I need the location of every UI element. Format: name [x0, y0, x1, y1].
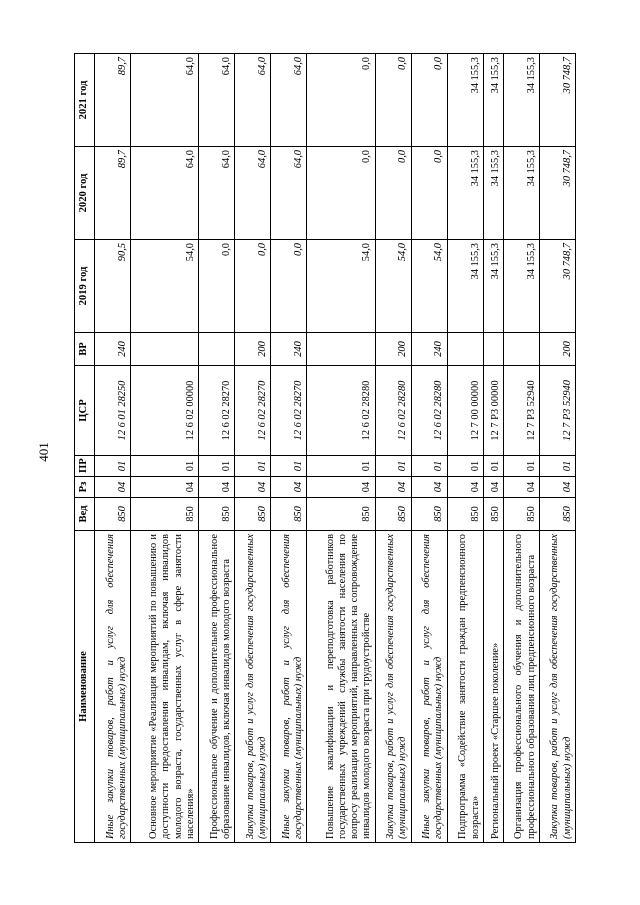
table-row — [307, 54, 375, 843]
table-row — [131, 54, 199, 843]
row-2021-cell: 34 155,3 — [447, 54, 483, 147]
row-rz-cell: 04 — [503, 477, 539, 498]
row-csr-cell: 12 6 02 28280 — [375, 366, 411, 456]
row-ved-cell: 850 — [199, 498, 235, 531]
row-ved-cell: 850 — [411, 498, 447, 531]
row-2020-cell: 89,7 — [95, 147, 131, 240]
table-header-row — [75, 54, 95, 843]
row-csr-cell: 12 6 02 28280 — [307, 366, 375, 456]
row-2020-cell: 64,0 — [271, 147, 307, 240]
row-name-cell: Иные закупки товаров, работ и услуг для обеспечения государственных (муниципальных) нужд — [271, 531, 307, 843]
row-pr-cell: 01 — [235, 456, 271, 477]
row-pr-cell: 01 — [199, 456, 235, 477]
row-vr-cell: 200 — [375, 333, 411, 366]
row-2020-cell: 0,0 — [307, 147, 375, 240]
row-name-cell: Региональный проект «Старшее поколение» — [483, 531, 503, 843]
row-2021-cell: 64,0 — [131, 54, 199, 147]
row-2021-cell: 64,0 — [271, 54, 307, 147]
row-vr-cell — [447, 333, 483, 366]
row-2019-cell: 30 748,7 — [539, 240, 575, 333]
row-2021-cell: 89,7 — [95, 54, 131, 147]
row-name-cell: Закупка товаров, работ и услуг для обеспечения государственных (муниципальных) нужд — [235, 531, 271, 843]
row-name-cell: Повышение квалификации и переподготовка работников государственных учреждений службы занятости населения по вопросу реализации мероприятий, направленных на сопровождение инвалидов молодого возраста при трудоустройстве — [307, 531, 375, 843]
row-name-cell: Профессиональное обучение и дополнительное профессиональное образование инвалидов, включая инвалидов молодого возраста — [199, 531, 235, 843]
row-csr-cell: 12 6 02 00000 — [131, 366, 199, 456]
row-name-cell: Закупка товаров, работ и услуг для обеспечения государственных (муниципальных) нужд — [375, 531, 411, 843]
row-name-cell: Закупка товаров, работ и услуг для обеспечения государственных (муниципальных) нужд — [539, 531, 575, 843]
header-vr: ВР — [75, 333, 95, 366]
row-pr-cell: 01 — [483, 456, 503, 477]
header-2019: 2019 год — [75, 240, 95, 333]
row-csr-cell: 12 6 02 28270 — [235, 366, 271, 456]
row-ved-cell: 850 — [483, 498, 503, 531]
row-csr-cell: 12 7 00 00000 — [447, 366, 483, 456]
row-pr-cell: 01 — [95, 456, 131, 477]
row-2019-cell: 34 155,3 — [483, 240, 503, 333]
row-name-cell: Основное мероприятие «Реализация мероприятий по повышению и доступности предоставления инвалидам, включая инвалидов молодого возраста, государственных услуг в сфере занятости населения» — [131, 531, 199, 843]
row-rz-cell: 04 — [131, 477, 199, 498]
table-row — [447, 54, 483, 843]
row-vr-cell: 200 — [539, 333, 575, 366]
table-row — [199, 54, 235, 843]
row-vr-cell — [307, 333, 375, 366]
row-2019-cell: 34 155,3 — [503, 240, 539, 333]
row-2021-cell: 0,0 — [375, 54, 411, 147]
row-2019-cell: 0,0 — [235, 240, 271, 333]
row-2020-cell: 0,0 — [375, 147, 411, 240]
row-rz-cell: 04 — [307, 477, 375, 498]
row-2019-cell: 54,0 — [307, 240, 375, 333]
row-2021-cell: 34 155,3 — [483, 54, 503, 147]
row-name-cell: Иные закупки товаров, работ и услуг для обеспечения государственных (муниципальных) нужд — [411, 531, 447, 843]
row-rz-cell: 04 — [95, 477, 131, 498]
row-pr-cell: 01 — [375, 456, 411, 477]
row-rz-cell: 04 — [447, 477, 483, 498]
row-name-cell: Организация профессионального обучения и дополнительного профессионального образования лиц предпенсионного возраста — [503, 531, 539, 843]
row-vr-cell — [199, 333, 235, 366]
row-pr-cell: 01 — [307, 456, 375, 477]
row-2019-cell: 90,5 — [95, 240, 131, 333]
row-csr-cell: 12 7 P3 52940 — [503, 366, 539, 456]
row-pr-cell: 01 — [271, 456, 307, 477]
row-vr-cell — [503, 333, 539, 366]
row-ved-cell: 850 — [235, 498, 271, 531]
page-number: 401 — [36, 442, 51, 462]
row-2019-cell: 54,0 — [375, 240, 411, 333]
row-2021-cell: 64,0 — [199, 54, 235, 147]
row-ved-cell: 850 — [503, 498, 539, 531]
row-pr-cell: 01 — [411, 456, 447, 477]
row-pr-cell: 01 — [503, 456, 539, 477]
header-csr: ЦСР — [75, 366, 95, 456]
row-rz-cell: 04 — [539, 477, 575, 498]
row-2019-cell: 34 155,3 — [447, 240, 483, 333]
row-vr-cell: 200 — [235, 333, 271, 366]
row-2021-cell: 0,0 — [307, 54, 375, 147]
row-2019-cell: 54,0 — [131, 240, 199, 333]
row-2021-cell: 0,0 — [411, 54, 447, 147]
row-ved-cell: 850 — [375, 498, 411, 531]
header-ved: Вед — [75, 498, 95, 531]
row-2020-cell: 34 155,3 — [503, 147, 539, 240]
row-2019-cell: 54,0 — [411, 240, 447, 333]
row-2021-cell: 34 155,3 — [503, 54, 539, 147]
row-2021-cell: 30 748,7 — [539, 54, 575, 147]
budget-table — [74, 53, 576, 843]
header-rz: Рз — [75, 477, 95, 498]
row-rz-cell: 04 — [375, 477, 411, 498]
row-vr-cell: 240 — [271, 333, 307, 366]
table-row — [235, 54, 271, 843]
row-2020-cell: 34 155,3 — [447, 147, 483, 240]
row-2020-cell: 34 155,3 — [483, 147, 503, 240]
row-csr-cell: 12 6 02 28280 — [411, 366, 447, 456]
table-row — [271, 54, 307, 843]
header-2020: 2020 год — [75, 147, 95, 240]
row-rz-cell: 04 — [235, 477, 271, 498]
row-2020-cell: 64,0 — [131, 147, 199, 240]
row-csr-cell: 12 7 P3 52940 — [539, 366, 575, 456]
row-csr-cell: 12 6 01 28250 — [95, 366, 131, 456]
row-ved-cell: 850 — [271, 498, 307, 531]
row-rz-cell: 04 — [483, 477, 503, 498]
row-pr-cell: 01 — [447, 456, 483, 477]
row-2020-cell: 0,0 — [411, 147, 447, 240]
row-ved-cell: 850 — [539, 498, 575, 531]
header-2021: 2021 год — [75, 54, 95, 147]
table-row — [483, 54, 503, 843]
row-pr-cell: 01 — [539, 456, 575, 477]
table-row — [411, 54, 447, 843]
row-name-cell: Иные закупки товаров, работ и услуг для обеспечения государственных (муниципальных) нужд — [95, 531, 131, 843]
row-rz-cell: 04 — [271, 477, 307, 498]
row-ved-cell: 850 — [95, 498, 131, 531]
row-csr-cell: 12 7 P3 00000 — [483, 366, 503, 456]
row-rz-cell: 04 — [199, 477, 235, 498]
table-row — [375, 54, 411, 843]
row-csr-cell: 12 6 02 28270 — [271, 366, 307, 456]
row-2019-cell: 0,0 — [271, 240, 307, 333]
row-2020-cell: 64,0 — [199, 147, 235, 240]
row-vr-cell — [131, 333, 199, 366]
row-2020-cell: 30 748,7 — [539, 147, 575, 240]
table-row — [503, 54, 539, 843]
table-row — [95, 54, 131, 843]
row-vr-cell: 240 — [95, 333, 131, 366]
row-ved-cell: 850 — [131, 498, 199, 531]
table-row — [539, 54, 575, 843]
header-name: Наименование — [75, 531, 95, 843]
row-vr-cell: 240 — [411, 333, 447, 366]
row-rz-cell: 04 — [411, 477, 447, 498]
row-name-cell: Подпрограмма «Содействие занятости граждан предпенсионного возраста» — [447, 531, 483, 843]
row-ved-cell: 850 — [447, 498, 483, 531]
rotated-table-container — [74, 53, 576, 843]
row-csr-cell: 12 6 02 28270 — [199, 366, 235, 456]
row-2020-cell: 64,0 — [235, 147, 271, 240]
row-2019-cell: 0,0 — [199, 240, 235, 333]
row-2021-cell: 64,0 — [235, 54, 271, 147]
row-vr-cell — [483, 333, 503, 366]
header-pr: ПР — [75, 456, 95, 477]
row-pr-cell: 01 — [131, 456, 199, 477]
row-ved-cell: 850 — [307, 498, 375, 531]
